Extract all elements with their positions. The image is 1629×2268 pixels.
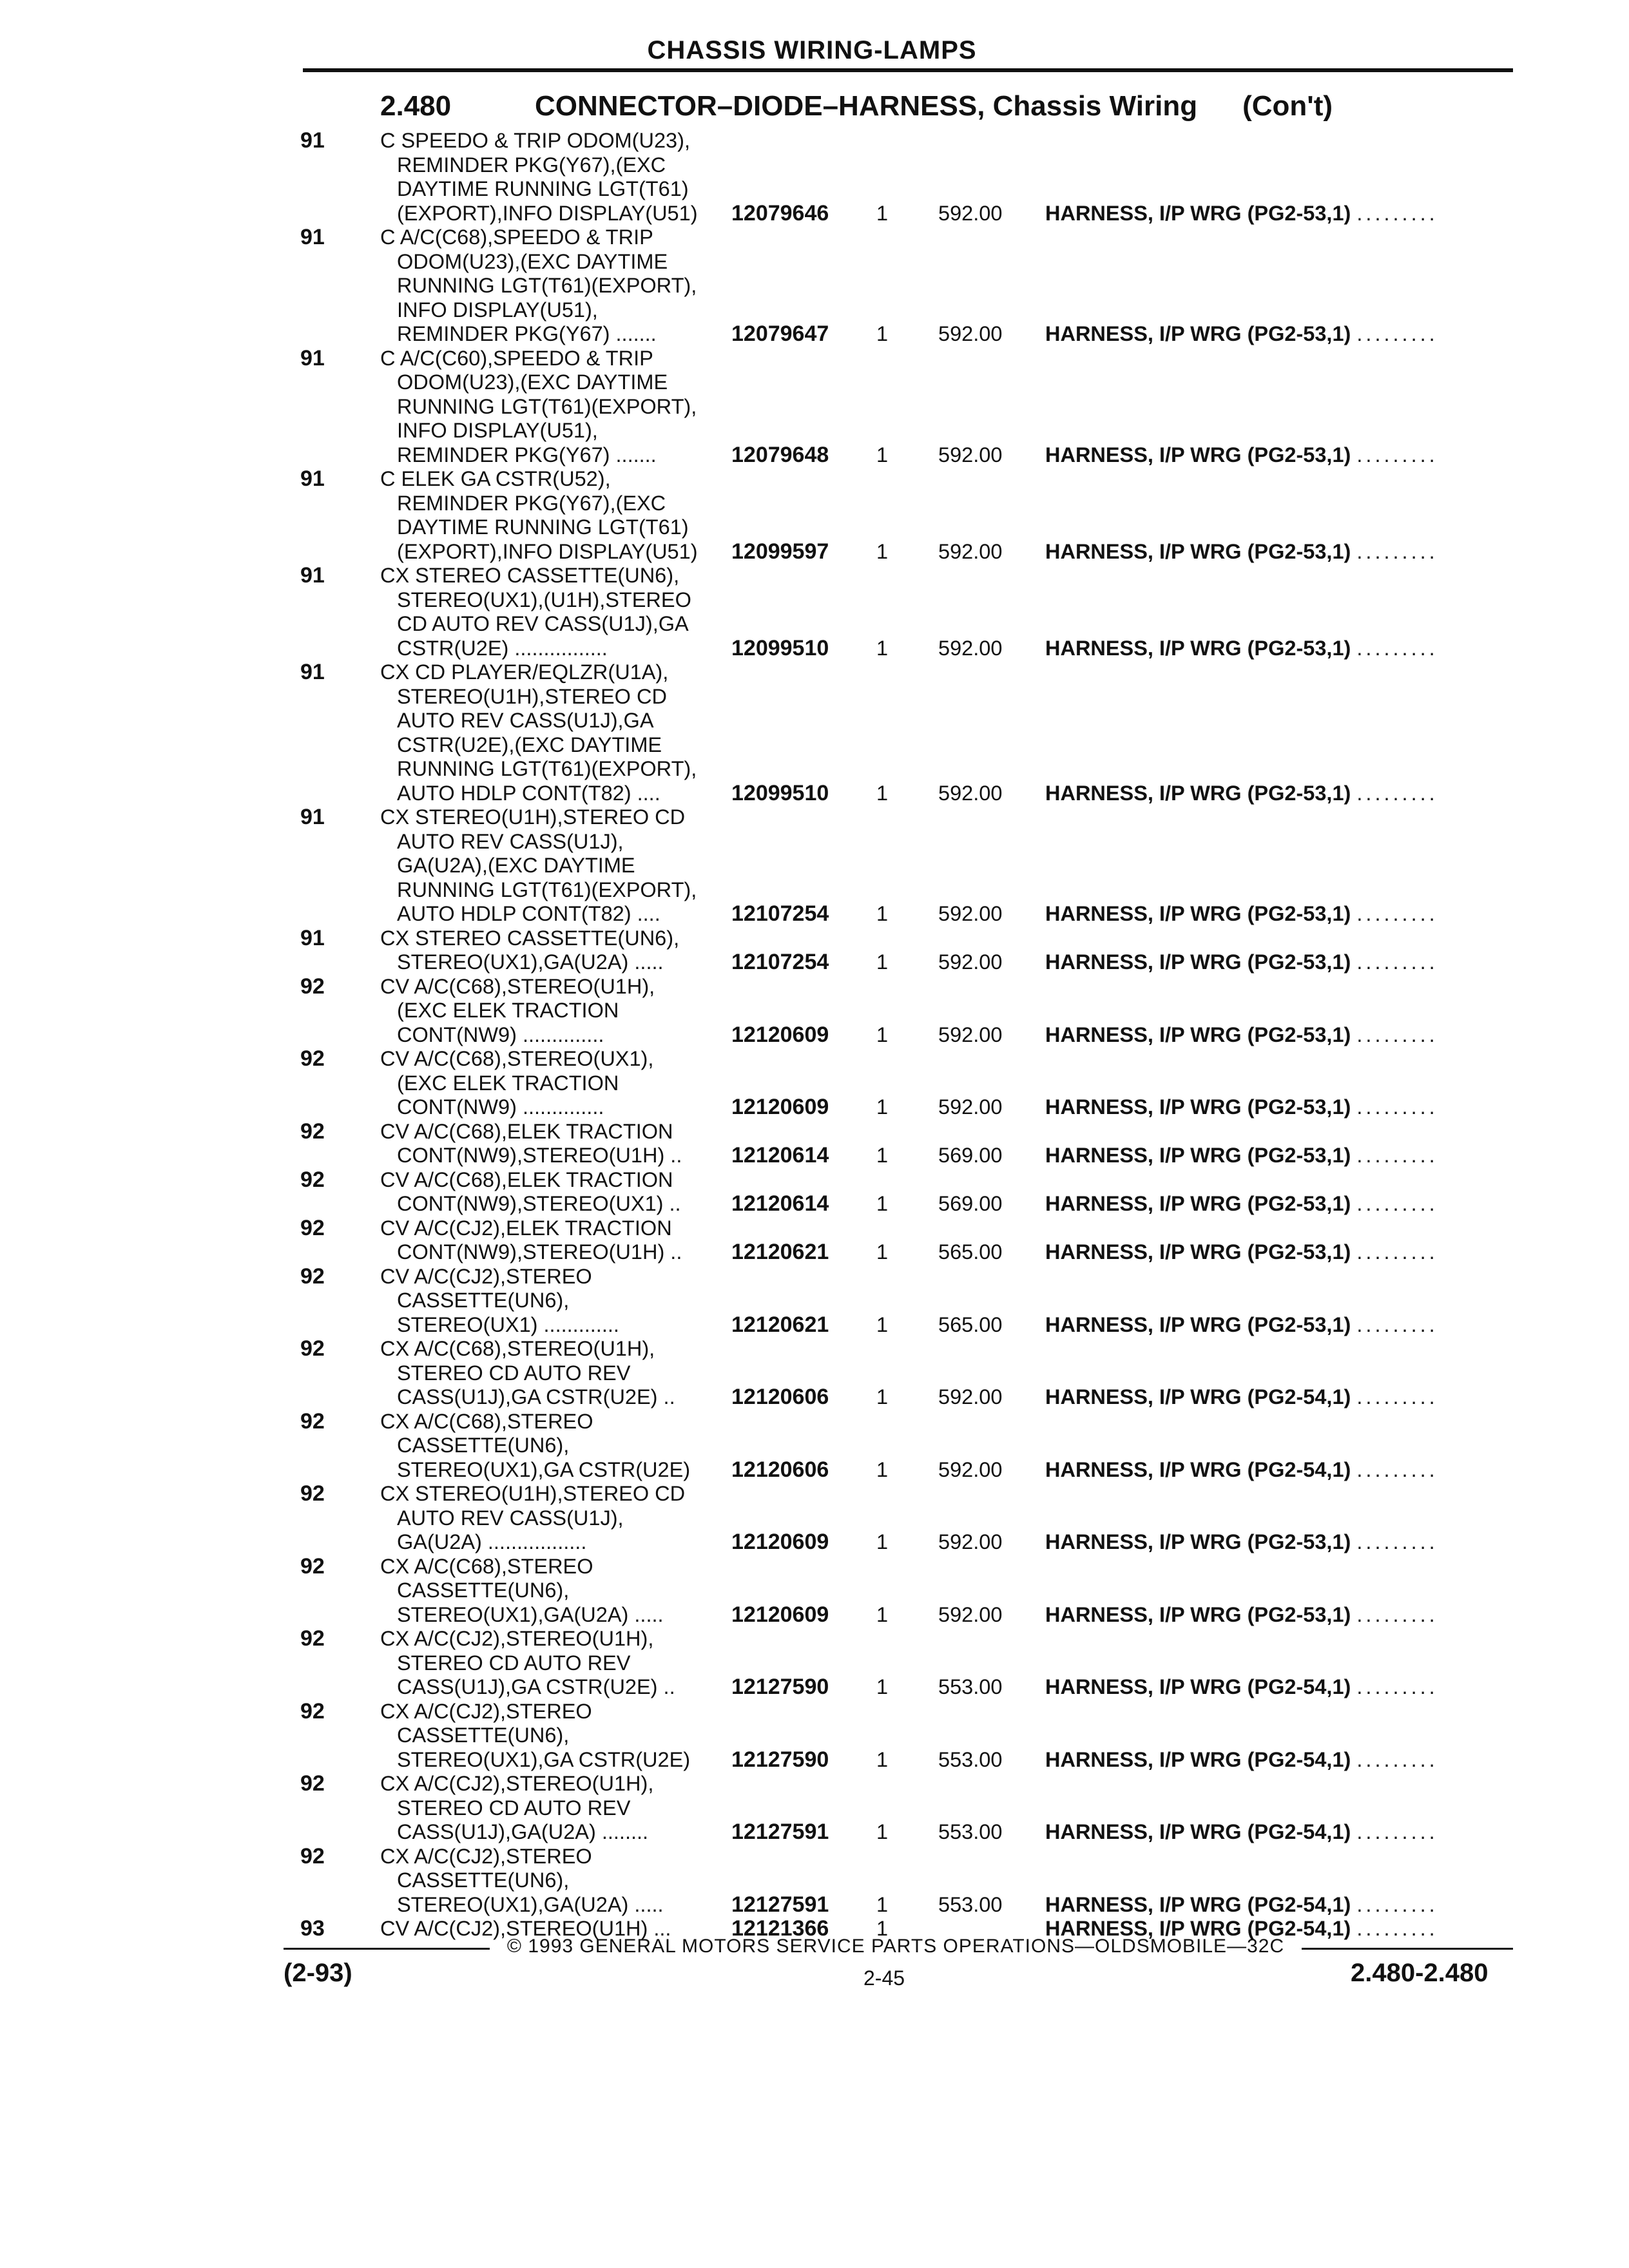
description-line: GA(U2A),(EXC DAYTIME xyxy=(397,854,635,877)
table-row xyxy=(0,1047,1629,1120)
table-row xyxy=(0,347,1629,468)
part-description-text: HARNESS, I/P WRG (PG2-53,1) xyxy=(1045,1602,1351,1626)
description-line: GA(U2A) ................. xyxy=(397,1530,587,1553)
description-line: ODOM(U23),(EXC DAYTIME xyxy=(397,370,668,394)
part-description xyxy=(1045,1385,1438,1410)
description-line: AUTO REV CASS(U1J), xyxy=(397,1506,624,1530)
ref-number: 91 xyxy=(300,345,325,370)
table-row xyxy=(0,1265,1629,1338)
part-description xyxy=(1045,1748,1438,1773)
description-line: C A/C(C68),SPEEDO & TRIP xyxy=(380,226,653,249)
price: 592.00 xyxy=(938,781,1003,805)
part-number: 12120609 xyxy=(731,1602,829,1627)
ref-number: 91 xyxy=(300,225,325,249)
price: 592.00 xyxy=(938,539,1003,563)
price: 592.00 xyxy=(938,201,1003,225)
table-row xyxy=(0,1216,1629,1265)
description-line: CX CD PLAYER/EQLZR(U1A), xyxy=(380,660,669,684)
price: 569.00 xyxy=(938,1192,1003,1215)
ref-number: 92 xyxy=(300,1215,325,1240)
description-line: CASS(U1J),GA(U2A) ........ xyxy=(397,1820,649,1843)
description-line: CX STEREO CASSETTE(UN6), xyxy=(380,564,680,587)
quantity: 1 xyxy=(876,1747,889,1771)
table-row xyxy=(0,805,1629,927)
price: 592.00 xyxy=(938,902,1003,925)
part-description xyxy=(1045,637,1438,661)
quantity: 1 xyxy=(876,1602,889,1626)
description-line: CONT(NW9),STEREO(UX1) .. xyxy=(397,1192,681,1215)
quantity: 1 xyxy=(876,1675,889,1698)
quantity: 1 xyxy=(876,1095,889,1119)
description-line: STEREO(UX1),GA CSTR(U2E) xyxy=(397,1747,691,1771)
part-number: 12120606 xyxy=(731,1457,829,1482)
price: 553.00 xyxy=(938,1675,1003,1698)
description-line: STEREO(UX1),GA(U2A) ..... xyxy=(397,1602,664,1626)
description-line: C ELEK GA CSTR(U52), xyxy=(380,467,611,490)
parts-list xyxy=(0,129,1629,1941)
part-description-text: HARNESS, I/P WRG (PG2-53,1) xyxy=(1045,1312,1351,1336)
description-line: STEREO CD AUTO REV xyxy=(397,1651,631,1675)
ref-number: 91 xyxy=(300,466,325,491)
part-number: 12099510 xyxy=(731,780,829,805)
part-description-text: HARNESS, I/P WRG (PG2-53,1) xyxy=(1045,201,1351,225)
part-number: 12120614 xyxy=(731,1191,829,1216)
part-description xyxy=(1045,782,1438,806)
description-line: STEREO(UX1),GA CSTR(U2E) xyxy=(397,1457,691,1481)
ref-number: 92 xyxy=(300,1046,325,1071)
description-line: (EXC ELEK TRACTION xyxy=(397,999,619,1022)
description-line: INFO DISPLAY(U51), xyxy=(397,298,598,322)
description-line: CX A/C(C68),STEREO xyxy=(380,1409,593,1433)
price: 592.00 xyxy=(938,1385,1003,1408)
description-line: (EXPORT),INFO DISPLAY(U51) xyxy=(397,539,698,563)
table-row xyxy=(0,660,1629,805)
description-line: CV A/C(CJ2),STEREO xyxy=(380,1264,592,1288)
page-header-title: CHASSIS WIRING-LAMPS xyxy=(647,36,977,64)
description-line: CX A/C(CJ2),STEREO xyxy=(380,1844,592,1868)
part-description xyxy=(1045,1458,1438,1483)
part-description-text: HARNESS, I/P WRG (PG2-53,1) xyxy=(1045,1192,1351,1215)
price: 553.00 xyxy=(938,1747,1003,1771)
quantity: 1 xyxy=(876,1892,889,1916)
leader-dots: ......... xyxy=(1356,902,1438,925)
ref-number: 92 xyxy=(300,974,325,999)
quantity: 1 xyxy=(876,539,889,563)
usage-description xyxy=(380,1120,741,1168)
part-description-text: HARNESS, I/P WRG (PG2-54,1) xyxy=(1045,1820,1351,1843)
quantity: 1 xyxy=(876,1144,889,1167)
part-number: 12120614 xyxy=(731,1143,829,1168)
leader-dots: ......... xyxy=(1356,1820,1438,1843)
table-row xyxy=(0,1845,1629,1917)
description-line: CASS(U1J),GA CSTR(U2E) .. xyxy=(397,1675,675,1698)
part-description xyxy=(1045,1095,1438,1120)
ref-number: 91 xyxy=(300,660,325,684)
description-line: CASSETTE(UN6), xyxy=(397,1579,570,1602)
ref-number: 92 xyxy=(300,1698,325,1724)
header-rule xyxy=(303,68,1513,72)
price: 592.00 xyxy=(938,1530,1003,1553)
table-row xyxy=(0,129,1629,226)
quantity: 1 xyxy=(876,636,889,660)
ref-number: 91 xyxy=(300,128,325,153)
usage-description xyxy=(380,347,741,468)
description-line: REMINDER PKG(Y67),(EXC xyxy=(397,153,666,177)
description-line: STEREO CD AUTO REV xyxy=(397,1361,631,1385)
price: 592.00 xyxy=(938,1023,1003,1046)
table-row xyxy=(0,1410,1629,1483)
part-description-text: HARNESS, I/P WRG (PG2-53,1) xyxy=(1045,539,1351,563)
description-line: CV A/C(C68),STEREO(UX1), xyxy=(380,1047,654,1070)
footer-rule-left xyxy=(284,1948,490,1950)
description-line: STEREO(U1H),STEREO CD xyxy=(397,684,667,708)
quantity: 1 xyxy=(876,1023,889,1046)
price: 569.00 xyxy=(938,1144,1003,1167)
quantity: 1 xyxy=(876,1312,889,1336)
leader-dots: ......... xyxy=(1356,1312,1438,1336)
part-description xyxy=(1045,1893,1438,1917)
section-number: 2.480 xyxy=(380,90,452,122)
table-row xyxy=(0,1337,1629,1410)
description-line: AUTO REV CASS(U1J),GA xyxy=(397,709,654,732)
leader-dots: ......... xyxy=(1356,1892,1438,1916)
ref-number: 93 xyxy=(300,1916,325,1941)
price: 592.00 xyxy=(938,443,1003,466)
part-description-text: HARNESS, I/P WRG (PG2-54,1) xyxy=(1045,1457,1351,1481)
ref-number: 92 xyxy=(300,1264,325,1289)
footer-revision: (2-93) xyxy=(284,1959,352,1987)
part-description xyxy=(1045,1530,1438,1555)
description-line: CX STEREO CASSETTE(UN6), xyxy=(380,926,680,950)
description-line: STEREO(UX1) ............. xyxy=(397,1312,619,1336)
description-line: C SPEEDO & TRIP ODOM(U23), xyxy=(380,129,690,152)
description-line: RUNNING LGT(T61)(EXPORT), xyxy=(397,274,697,297)
leader-dots: ......... xyxy=(1356,1917,1438,1940)
description-line: CASS(U1J),GA CSTR(U2E) .. xyxy=(397,1385,675,1408)
usage-description xyxy=(380,1265,741,1338)
description-line: STEREO(UX1),GA(U2A) ..... xyxy=(397,950,664,974)
usage-description xyxy=(380,467,741,564)
leader-dots: ......... xyxy=(1356,950,1438,974)
part-description xyxy=(1045,1820,1438,1845)
leader-dots: ......... xyxy=(1356,1240,1438,1264)
part-number: 12121366 xyxy=(731,1916,829,1941)
price: 592.00 xyxy=(938,322,1003,345)
quantity: 1 xyxy=(876,1385,889,1408)
description-line: STEREO(UX1),(U1H),STEREO xyxy=(397,588,691,611)
table-row xyxy=(0,927,1629,975)
table-row xyxy=(0,1772,1629,1845)
description-line: RUNNING LGT(T61)(EXPORT), xyxy=(397,394,697,418)
usage-description xyxy=(380,660,741,805)
part-description-text: HARNESS, I/P WRG (PG2-53,1) xyxy=(1045,443,1351,466)
part-description-text: HARNESS, I/P WRG (PG2-53,1) xyxy=(1045,636,1351,660)
ref-number: 92 xyxy=(300,1336,325,1361)
part-description-text: HARNESS, I/P WRG (PG2-53,1) xyxy=(1045,1144,1351,1167)
part-number: 12107254 xyxy=(731,950,829,974)
description-line: CX STEREO(U1H),STEREO CD xyxy=(380,805,686,829)
ref-number: 91 xyxy=(300,925,325,950)
description-line: REMINDER PKG(Y67),(EXC xyxy=(397,491,666,515)
quantity: 1 xyxy=(876,1820,889,1843)
price: 565.00 xyxy=(938,1312,1003,1336)
leader-dots: ......... xyxy=(1356,1192,1438,1215)
usage-description xyxy=(380,1216,741,1265)
part-number: 12127591 xyxy=(731,1820,829,1844)
usage-description xyxy=(380,1410,741,1483)
description-line: ODOM(U23),(EXC DAYTIME xyxy=(397,249,668,273)
price: 592.00 xyxy=(938,636,1003,660)
table-row xyxy=(0,564,1629,660)
leader-dots: ......... xyxy=(1356,322,1438,345)
description-line: CV A/C(C68),ELEK TRACTION xyxy=(380,1168,673,1191)
description-line: (EXPORT),INFO DISPLAY(U51) xyxy=(397,201,698,225)
description-line: CV A/C(CJ2),ELEK TRACTION xyxy=(380,1216,672,1240)
table-row xyxy=(0,1700,1629,1773)
usage-description xyxy=(380,1337,741,1410)
part-number: 12107254 xyxy=(731,901,829,926)
description-line: CV A/C(C68),ELEK TRACTION xyxy=(380,1119,673,1143)
leader-dots: ......... xyxy=(1356,1023,1438,1046)
description-line: CONT(NW9),STEREO(U1H) .. xyxy=(397,1144,682,1167)
part-description xyxy=(1045,1192,1438,1216)
quantity: 1 xyxy=(876,1240,889,1264)
part-description xyxy=(1045,902,1438,927)
description-line: CV A/C(CJ2),STEREO(U1H) ... xyxy=(380,1917,671,1940)
part-description xyxy=(1045,1023,1438,1048)
usage-description xyxy=(380,1845,741,1917)
section-continued: (Con't) xyxy=(1242,90,1333,122)
table-row xyxy=(0,226,1629,347)
part-description-text: HARNESS, I/P WRG (PG2-53,1) xyxy=(1045,781,1351,805)
section-title: CONNECTOR–DIODE–HARNESS, Chassis Wiring xyxy=(535,90,1198,122)
part-description xyxy=(1045,1675,1438,1700)
usage-description xyxy=(380,564,741,660)
description-line: CX A/C(C68),STEREO(U1H), xyxy=(380,1337,655,1360)
part-description xyxy=(1045,540,1438,564)
table-row xyxy=(0,1555,1629,1628)
price: 553.00 xyxy=(938,1892,1003,1916)
usage-description xyxy=(380,1555,741,1628)
ref-number: 91 xyxy=(300,805,325,829)
description-line: REMINDER PKG(Y67) ....... xyxy=(397,322,657,345)
leader-dots: ......... xyxy=(1356,636,1438,660)
part-description-text: HARNESS, I/P WRG (PG2-54,1) xyxy=(1045,1747,1351,1771)
part-description-text: HARNESS, I/P WRG (PG2-53,1) xyxy=(1045,1095,1351,1119)
part-description xyxy=(1045,322,1438,347)
part-description xyxy=(1045,1240,1438,1265)
quantity: 1 xyxy=(876,1917,889,1940)
part-number: 12120621 xyxy=(731,1240,829,1264)
part-number: 12127590 xyxy=(731,1747,829,1772)
price: 592.00 xyxy=(938,950,1003,974)
description-line: INFO DISPLAY(U51), xyxy=(397,419,598,442)
quantity: 1 xyxy=(876,781,889,805)
section-heading xyxy=(380,90,1333,122)
leader-dots: ......... xyxy=(1356,1747,1438,1771)
description-line: STEREO CD AUTO REV xyxy=(397,1796,631,1820)
part-number: 12127591 xyxy=(731,1892,829,1917)
quantity: 1 xyxy=(876,1192,889,1215)
ref-number: 91 xyxy=(300,563,325,588)
part-description xyxy=(1045,443,1438,468)
part-number: 12120621 xyxy=(731,1312,829,1337)
ref-number: 92 xyxy=(300,1771,325,1796)
part-number: 12120606 xyxy=(731,1385,829,1409)
description-line: CX A/C(CJ2),STEREO xyxy=(380,1699,592,1723)
quantity: 1 xyxy=(876,1530,889,1553)
part-description-text: HARNESS, I/P WRG (PG2-54,1) xyxy=(1045,1917,1351,1940)
part-description-text: HARNESS, I/P WRG (PG2-53,1) xyxy=(1045,1530,1351,1553)
part-number: 12127590 xyxy=(731,1675,829,1699)
part-description-text: HARNESS, I/P WRG (PG2-54,1) xyxy=(1045,1675,1351,1698)
ref-number: 92 xyxy=(300,1553,325,1579)
description-line: CONT(NW9) .............. xyxy=(397,1095,604,1119)
leader-dots: ......... xyxy=(1356,1144,1438,1167)
ref-number: 92 xyxy=(300,1408,325,1434)
description-line: CASSETTE(UN6), xyxy=(397,1434,570,1457)
description-line: CASSETTE(UN6), xyxy=(397,1289,570,1312)
footer-copyright: © 1993 GENERAL MOTORS SERVICE PARTS OPERATIONS—OLDSMOBILE—32C xyxy=(506,1936,1285,1957)
description-line: REMINDER PKG(Y67) ....... xyxy=(397,443,657,466)
description-line: CONT(NW9) .............. xyxy=(397,1023,604,1046)
part-description-text: HARNESS, I/P WRG (PG2-53,1) xyxy=(1045,902,1351,925)
price: 553.00 xyxy=(938,1820,1003,1843)
table-row xyxy=(0,975,1629,1048)
leader-dots: ......... xyxy=(1356,781,1438,805)
description-line: (EXC ELEK TRACTION xyxy=(397,1071,619,1095)
part-description-text: HARNESS, I/P WRG (PG2-53,1) xyxy=(1045,1240,1351,1264)
description-line: CASSETTE(UN6), xyxy=(397,1869,570,1892)
ref-number: 92 xyxy=(300,1843,325,1869)
quantity: 1 xyxy=(876,443,889,466)
usage-description xyxy=(380,805,741,927)
description-line: CX A/C(C68),STEREO xyxy=(380,1554,593,1578)
part-description-text: HARNESS, I/P WRG (PG2-54,1) xyxy=(1045,1385,1351,1408)
part-description-text: HARNESS, I/P WRG (PG2-54,1) xyxy=(1045,1892,1351,1916)
usage-description xyxy=(380,1627,741,1700)
part-description-text: HARNESS, I/P WRG (PG2-53,1) xyxy=(1045,1023,1351,1046)
price: 592.00 xyxy=(938,1457,1003,1481)
description-line: RUNNING LGT(T61)(EXPORT), xyxy=(397,757,697,780)
table-row xyxy=(0,1627,1629,1700)
price: 565.00 xyxy=(938,1240,1003,1264)
part-description xyxy=(1045,950,1438,975)
footer-page-number: 2-45 xyxy=(863,1966,905,1990)
description-line: CD AUTO REV CASS(U1J),GA xyxy=(397,612,689,635)
part-description xyxy=(1045,1603,1438,1628)
part-number: 12079647 xyxy=(731,322,829,346)
leader-dots: ......... xyxy=(1356,1602,1438,1626)
description-line: CSTR(U2E) ................ xyxy=(397,636,608,660)
description-line: CX A/C(CJ2),STEREO(U1H), xyxy=(380,1627,654,1650)
description-line: STEREO(UX1),GA(U2A) ..... xyxy=(397,1892,664,1916)
description-line: DAYTIME RUNNING LGT(T61) xyxy=(397,177,689,200)
ref-number: 92 xyxy=(300,1119,325,1144)
leader-dots: ......... xyxy=(1356,1675,1438,1698)
usage-description xyxy=(380,975,741,1048)
ref-number: 92 xyxy=(300,1626,325,1651)
description-line: C A/C(C60),SPEEDO & TRIP xyxy=(380,346,653,370)
quantity: 1 xyxy=(876,902,889,925)
description-line: CSTR(U2E),(EXC DAYTIME xyxy=(397,733,662,756)
description-line: CASSETTE(UN6), xyxy=(397,1724,570,1747)
part-number: 12120609 xyxy=(731,1095,829,1119)
part-description xyxy=(1045,1144,1438,1168)
usage-description xyxy=(380,1482,741,1555)
leader-dots: ......... xyxy=(1356,1530,1438,1553)
quantity: 1 xyxy=(876,950,889,974)
part-number: 12120609 xyxy=(731,1530,829,1554)
description-line: AUTO REV CASS(U1J), xyxy=(397,829,624,853)
description-line: CX A/C(CJ2),STEREO(U1H), xyxy=(380,1772,654,1795)
usage-description xyxy=(380,1047,741,1120)
leader-dots: ......... xyxy=(1356,1457,1438,1481)
part-number: 12120609 xyxy=(731,1022,829,1047)
usage-description xyxy=(380,1700,741,1773)
table-row xyxy=(0,1168,1629,1216)
usage-description xyxy=(380,927,741,975)
part-number: 12079646 xyxy=(731,200,829,226)
quantity: 1 xyxy=(876,322,889,345)
usage-description xyxy=(380,226,741,347)
description-line: AUTO HDLP CONT(T82) .... xyxy=(397,902,660,925)
leader-dots: ......... xyxy=(1356,539,1438,563)
table-row xyxy=(0,1482,1629,1555)
part-description-text: HARNESS, I/P WRG (PG2-53,1) xyxy=(1045,322,1351,345)
part-description-text: HARNESS, I/P WRG (PG2-53,1) xyxy=(1045,950,1351,974)
table-row xyxy=(0,1120,1629,1168)
usage-description xyxy=(380,1772,741,1845)
part-number: 12099597 xyxy=(731,539,829,564)
part-number: 12099510 xyxy=(731,635,829,660)
leader-dots: ......... xyxy=(1356,1095,1438,1119)
description-line: DAYTIME RUNNING LGT(T61) xyxy=(397,515,689,539)
usage-description xyxy=(380,1168,741,1216)
description-line: CV A/C(C68),STEREO(U1H), xyxy=(380,974,655,998)
leader-dots: ......... xyxy=(1356,201,1438,225)
footer-rule-right xyxy=(1302,1948,1513,1950)
quantity: 1 xyxy=(876,1457,889,1481)
description-line: CONT(NW9),STEREO(U1H) .. xyxy=(397,1240,682,1264)
usage-description xyxy=(380,129,741,226)
table-row xyxy=(0,467,1629,564)
quantity: 1 xyxy=(876,201,889,225)
footer-section-range: 2.480-2.480 xyxy=(1351,1959,1489,1987)
part-number: 12079648 xyxy=(731,442,829,467)
description-line: RUNNING LGT(T61)(EXPORT), xyxy=(397,878,697,901)
price: 592.00 xyxy=(938,1602,1003,1626)
leader-dots: ......... xyxy=(1356,1385,1438,1408)
description-line: AUTO HDLP CONT(T82) .... xyxy=(397,781,660,805)
part-description xyxy=(1045,1313,1438,1338)
price: 592.00 xyxy=(938,1095,1003,1119)
part-description xyxy=(1045,202,1438,226)
ref-number: 92 xyxy=(300,1167,325,1192)
ref-number: 92 xyxy=(300,1481,325,1506)
description-line: CX STEREO(U1H),STEREO CD xyxy=(380,1482,686,1505)
leader-dots: ......... xyxy=(1356,443,1438,466)
